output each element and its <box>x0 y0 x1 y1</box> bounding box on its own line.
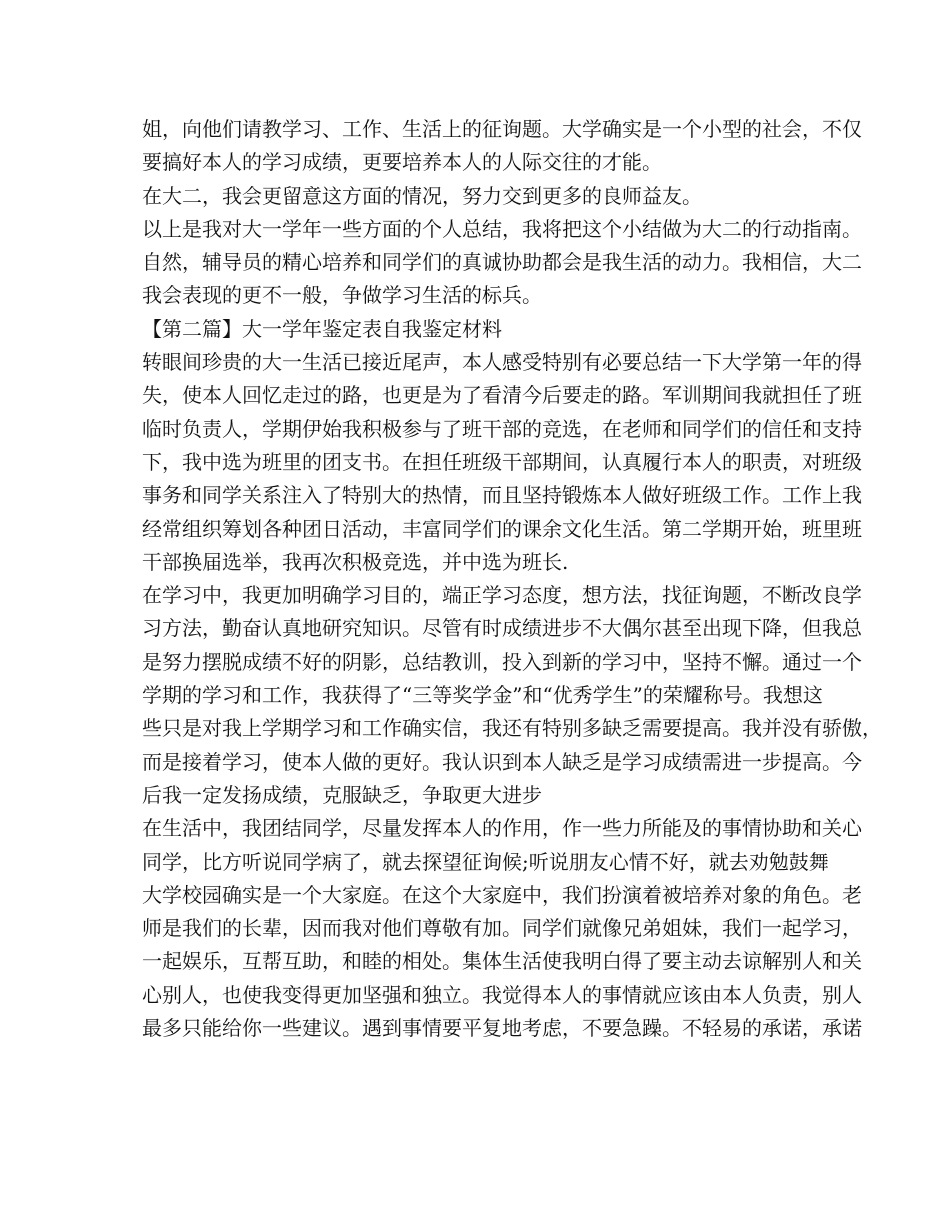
text-line: 是努力摆脱成绩不好的阴影，总结教训，投入到新的学习中，坚持不懈。通过一个 <box>142 649 862 674</box>
text-line: 师是我们的长辈，因而我对他们尊敬有加。同学们就像兄弟姐妹，我们一起学习， <box>142 916 862 941</box>
text-line: 在学习中，我更加明确学习目的，端正学习态度，想方法，找征询题，不断改良学 <box>142 583 862 608</box>
text-line: 些只是对我上学期学习和工作确实信，我还有特别多缺乏需要提高。我并没有骄傲， <box>142 716 882 741</box>
text-line: 在大二，我会更留意这方面的情况，努力交到更多的良师益友。 <box>142 183 702 208</box>
text-line: 同学，比方听说同学病了，就去探望征询候;听说朋友心情不好，就去劝勉鼓舞 <box>142 849 829 874</box>
text-line: 干部换届选举，我再次积极竞选，并中选为班长. <box>142 549 569 574</box>
text-line: 我会表现的更不一般，争做学习生活的标兵。 <box>142 283 542 308</box>
text-line: 最多只能给你一些建议。遇到事情要平复地考虑，不要急躁。不轻易的承诺，承诺 <box>142 1016 862 1041</box>
text-line: 失，使本人回忆走过的路，也更是为了看清今后要走的路。军训期间我就担任了班 <box>142 383 862 408</box>
text-line: 姐，向他们请教学习、工作、生活上的征询题。大学确实是一个小型的社会，不仅 <box>142 117 862 141</box>
text-line: 心别人，也使我变得更加坚强和独立。我觉得本人的事情就应该由本人负责，别人 <box>142 982 862 1007</box>
text-line: 以上是我对大一学年一些方面的个人总结，我将把这个小结做为大二的行动指南。 <box>142 216 862 241</box>
section-heading: 【第二篇】大一学年鉴定表自我鉴定材料 <box>142 316 502 341</box>
text-line: 大学校园确实是一个大家庭。在这个大家庭中，我们扮演着被培养对象的角色。老 <box>142 882 862 907</box>
text-line: 临时负责人，学期伊始我积极参与了班干部的竞选，在老师和同学们的信任和支持 <box>142 416 862 441</box>
text-line: 自然，辅导员的精心培养和同学们的真诚协助都会是我生活的动力。我相信，大二 <box>142 250 862 275</box>
text-line: 一起娱乐，互帮互助，和睦的相处。集体生活使我明白得了要主动去谅解别人和关 <box>142 949 862 974</box>
text-line: 转眼间珍贵的大一生活已接近尾声，本人感受特别有必要总结一下大学第一年的得 <box>142 350 862 375</box>
text-line: 习方法，勤奋认真地研究知识。尽管有时成绩进步不大偶尔甚至出现下降，但我总 <box>142 616 862 641</box>
text-line: 要搞好本人的学习成绩，更要培养本人的人际交往的才能。 <box>142 150 662 175</box>
text-line: 经常组织筹划各种团日活动，丰富同学们的课余文化生活。第二学期开始，班里班 <box>142 516 862 541</box>
text-line: 在生活中，我团结同学，尽量发挥本人的作用，作一些力所能及的事情协助和关心 <box>142 816 862 841</box>
document-body <box>142 113 882 1045</box>
text-line: 下，我中选为班里的团支书。在担任班级干部期间，认真履行本人的职责，对班级 <box>142 449 862 474</box>
text-line: 事务和同学关系注入了特别大的热情，而且坚持锻炼本人做好班级工作。工作上我 <box>142 483 862 508</box>
text-line: 而是接着学习，使本人做的更好。我认识到本人缺乏是学习成绩需进一步提高。今 <box>142 749 862 774</box>
text-line: 后我一定发扬成绩，克服缺乏，争取更大进步 <box>142 782 542 807</box>
text-line: 学期的学习和工作，我获得了“三等奖学金”和“优秀学生”的荣耀称号。我想这 <box>142 683 823 708</box>
